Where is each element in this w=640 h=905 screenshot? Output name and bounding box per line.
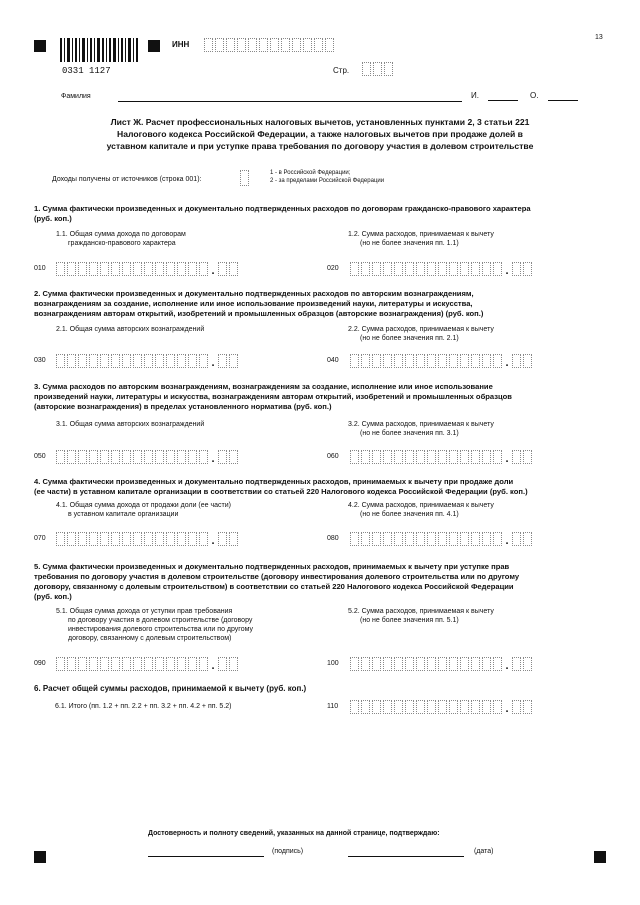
left-label-line: гражданско-правового характера bbox=[68, 240, 176, 247]
right-line-code: 100 bbox=[327, 660, 339, 667]
corner-marker-bottom-left bbox=[34, 851, 46, 863]
left-field-label bbox=[56, 325, 204, 334]
right-label-line: (но не более значения пп. 1.1) bbox=[360, 240, 459, 247]
title-line-2: Налогового кодекса Российской Федерации, а также налоговых вычетов при продаже долей в bbox=[117, 129, 523, 139]
left-amount-field[interactable]: . bbox=[56, 450, 240, 464]
section-heading-line: (руб. коп.) bbox=[34, 592, 72, 601]
section-heading-line: (авторские вознаграждения) в пределах установленного норматива (руб. коп.) bbox=[34, 402, 332, 411]
left-line-code: 070 bbox=[34, 535, 46, 542]
income-source-field[interactable] bbox=[240, 170, 251, 186]
section-heading-line: договору, связанному с долевым строительством) в соответствии со статьей 220 Налогового кодекса Российской Федерации bbox=[34, 582, 514, 591]
right-label-line: 5.2. Сумма расходов, принимаемая к вычету bbox=[348, 608, 494, 615]
initial-i-field[interactable] bbox=[488, 100, 518, 101]
right-amount-field[interactable]: . bbox=[350, 657, 534, 671]
right-field-label bbox=[348, 607, 494, 625]
left-line-code: 030 bbox=[34, 357, 46, 364]
section-heading bbox=[34, 562, 519, 602]
right-amount-field[interactable]: . bbox=[350, 354, 534, 368]
section-heading-line: вознаграждениям авторам открытий, изобретений и промышленных образцов (авторские вознаграждения) (руб. коп.) bbox=[34, 309, 484, 318]
left-field-label bbox=[56, 230, 186, 248]
right-label-line: (но не более значения пп. 5.1) bbox=[360, 617, 459, 624]
section-heading bbox=[34, 477, 528, 497]
right-field-label bbox=[348, 501, 494, 519]
left-line-code: 050 bbox=[34, 453, 46, 460]
left-label-line: 2.1. Общая сумма авторских вознаграждений bbox=[56, 326, 205, 333]
section-heading-line: 5. Сумма фактически произведенных и документально подтвержденных расходов, принимаемых к вычету при уступке прав bbox=[34, 562, 510, 571]
date-field[interactable] bbox=[348, 856, 464, 857]
right-label-line: (но не более значения пп. 3.1) bbox=[360, 430, 459, 437]
right-label-line: (но не более значения пп. 4.1) bbox=[360, 511, 459, 518]
corner-marker-top-right bbox=[148, 40, 160, 52]
section-heading-line: 1. Сумма фактически произведенных и документально подтвержденных расходов по договорам гражданско-правового характера bbox=[34, 204, 531, 213]
right-field-label bbox=[348, 325, 494, 343]
right-line-code: 080 bbox=[327, 535, 339, 542]
total-code: 110 bbox=[327, 703, 339, 710]
inn-label: ИНН bbox=[172, 40, 190, 49]
section-heading-line: произведений науки, литературы и искусства, вознаграждениям авторам открытий, изобретений и промышленных образцов bbox=[34, 392, 512, 401]
right-label-line: 3.2. Сумма расходов, принимаемая к вычету bbox=[348, 421, 494, 428]
right-line-code: 020 bbox=[327, 265, 339, 272]
initial-o-label: О. bbox=[530, 91, 539, 100]
section-heading-line: требования по договору участия в долевом строительстве (договору инвестирования долевого строительства или по другому bbox=[34, 572, 520, 581]
right-label-line: 2.2. Сумма расходов, принимаемая к вычету bbox=[348, 326, 494, 333]
right-field-label bbox=[348, 420, 494, 438]
left-label-line: 4.1. Общая сумма дохода от продажи доли (ее части) bbox=[56, 502, 231, 509]
initial-i-label: И. bbox=[471, 91, 479, 100]
left-amount-field[interactable]: . bbox=[56, 354, 240, 368]
section-heading-line: (ее части) в уставном капитале организации в соответствии со статьей 220 Налогового кодекса Российской Федерации (руб. коп.) bbox=[34, 487, 528, 496]
page-field[interactable] bbox=[362, 62, 395, 76]
barcode-number: 0331 1127 bbox=[62, 66, 111, 76]
section-heading bbox=[34, 204, 531, 224]
left-label-line: в уставном капитале организации bbox=[68, 511, 179, 518]
title-line-1: Лист Ж. Расчет профессиональных налоговых вычетов, установленных пунктами 2, 3 статьи 221 bbox=[110, 117, 530, 127]
surname-field[interactable] bbox=[118, 101, 462, 102]
income-source-option-2: 2 - за пределами Российской Федерации bbox=[270, 178, 385, 184]
right-amount-field[interactable]: . bbox=[350, 450, 534, 464]
left-label-line: по договору участия в долевом строительстве (договору bbox=[68, 617, 253, 624]
corner-marker-top-left bbox=[34, 40, 46, 52]
section-heading-line: 2. Сумма фактически произведенных и документально подтвержденных расходов по авторским вознаграждениям, bbox=[34, 289, 474, 298]
section-heading bbox=[34, 382, 512, 412]
surname-label: Фамилия bbox=[61, 93, 91, 100]
income-source-option-1: 1 - в Российской Федерации; bbox=[270, 170, 351, 176]
left-field-label bbox=[56, 420, 204, 429]
confirmation-text: Достоверность и полноту сведений, указанных на данной странице, подтверждаю: bbox=[148, 830, 440, 837]
left-line-code: 090 bbox=[34, 660, 46, 667]
left-label-line: 3.1. Общая сумма авторских вознаграждений bbox=[56, 421, 205, 428]
initial-o-field[interactable] bbox=[548, 100, 578, 101]
inn-field[interactable] bbox=[204, 38, 336, 52]
right-line-code: 040 bbox=[327, 357, 339, 364]
section-heading-line: (руб. коп.) bbox=[34, 214, 72, 223]
total-label: 6.1. Итого (пп. 1.2 + пп. 2.2 + пп. 3.2 + пп. 4.2 + пп. 5.2) bbox=[55, 703, 232, 710]
income-source-label: Доходы получены от источников (строка 001): bbox=[52, 176, 202, 183]
right-label-line: (но не более значения пп. 2.1) bbox=[360, 335, 459, 342]
total-heading: 6. Расчет общей суммы расходов, принимаемой к вычету (руб. коп.) bbox=[34, 684, 307, 693]
signature-field[interactable] bbox=[148, 856, 264, 857]
left-label-line: инвестирования долевого строительства или по другому bbox=[68, 626, 253, 633]
page-number: 13 bbox=[595, 34, 603, 41]
left-label-line: 5.1. Общая сумма дохода от уступки прав требования bbox=[56, 608, 233, 615]
left-line-code: 010 bbox=[34, 265, 46, 272]
left-field-label bbox=[56, 501, 231, 519]
left-amount-field[interactable]: . bbox=[56, 657, 240, 671]
total-amount-cells[interactable]: . bbox=[350, 700, 534, 714]
right-line-code: 060 bbox=[327, 453, 339, 460]
right-label-line: 4.2. Сумма расходов, принимаемая к вычету bbox=[348, 502, 494, 509]
section-heading bbox=[34, 289, 483, 319]
left-amount-field[interactable]: . bbox=[56, 532, 240, 546]
right-label-line: 1.2. Сумма расходов, принимаемая к вычету bbox=[348, 231, 494, 238]
right-amount-field[interactable]: . bbox=[350, 532, 534, 546]
right-amount-field[interactable]: . bbox=[350, 262, 534, 276]
left-label-line: 1.1. Общая сумма дохода по договорам bbox=[56, 231, 186, 238]
left-field-label bbox=[56, 607, 253, 643]
section-heading-line: 3. Сумма расходов по авторским вознаграждениям, вознаграждениям за создание, исполнение или иное использование bbox=[34, 382, 493, 391]
sheet-title bbox=[40, 116, 600, 152]
corner-marker-bottom-right bbox=[594, 851, 606, 863]
section-heading-line: вознаграждениям за создание, исполнение или иное использование произведений науки, литературы и искусства, bbox=[34, 299, 473, 308]
left-label-line: договору, связанному с долевым строительством) bbox=[68, 635, 232, 642]
right-field-label bbox=[348, 230, 494, 248]
title-line-3: уставном капитале и при уступке права требования по договору участия в долевом строительстве bbox=[106, 141, 534, 151]
signature-label: (подпись) bbox=[272, 848, 304, 855]
left-amount-field[interactable]: . bbox=[56, 262, 240, 276]
page-label: Стр. bbox=[333, 66, 350, 75]
date-label: (дата) bbox=[474, 848, 494, 855]
section-heading-line: 4. Сумма фактически произведенных и документально подтвержденных расходов, принимаемых к вычету при продаже доли bbox=[34, 477, 514, 486]
